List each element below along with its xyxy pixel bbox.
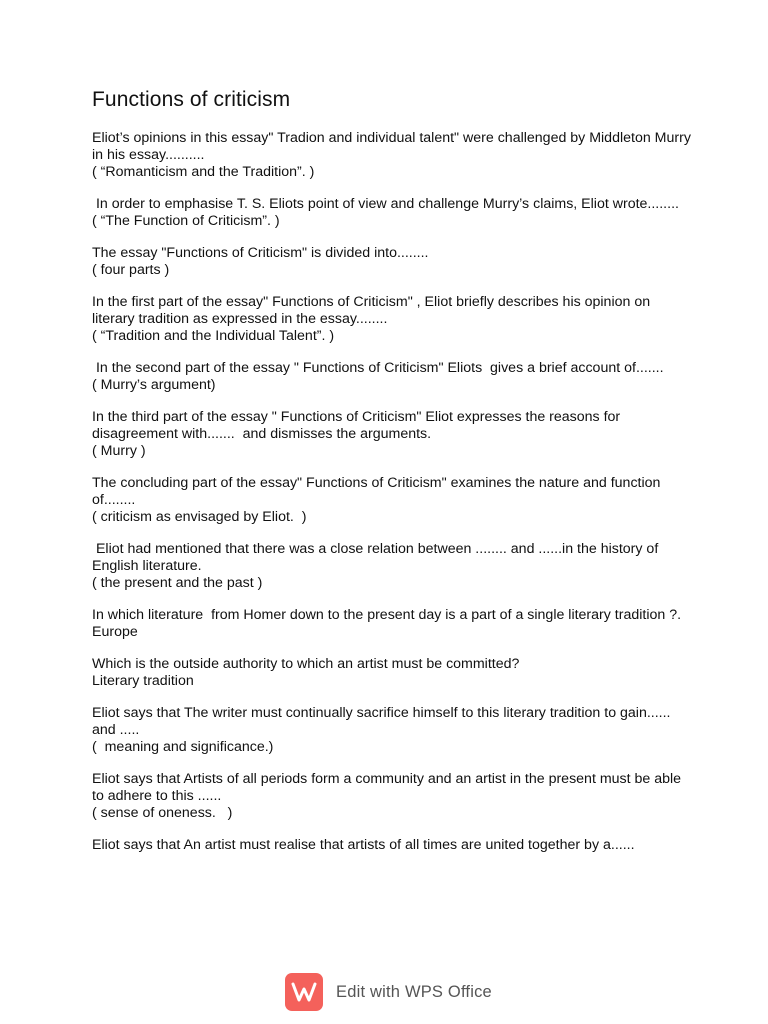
question-text: The concluding part of the essay" Functions of Criticism" examines the nature and function of........: [92, 475, 665, 508]
qa-item: [92, 475, 692, 526]
question-text: Eliot’s opinions in this essay" Tradion and individual talent" were challenged by Middleton Murry in his essay..........: [92, 130, 695, 163]
answer-text: Europe: [92, 624, 138, 640]
answer-text: ( “Tradition and the Individual Talent”. ): [92, 328, 335, 344]
qa-item: [92, 705, 692, 756]
answer-text: ( Murry’s argument): [92, 377, 216, 393]
question-text: In the third part of the essay " Functions of Criticism" Eliot expresses the reasons for disagreement with....... and dismisses the arguments.: [92, 409, 625, 442]
qa-item: [92, 360, 692, 394]
qa-item: [92, 771, 692, 822]
answer-text: Literary tradition: [92, 673, 194, 689]
wps-edit-banner[interactable]: [285, 974, 492, 1010]
question-text: In which literature from Homer down to the present day is a part of a single literary tradition ?.: [92, 607, 682, 623]
qa-item: [92, 541, 692, 592]
question-text: In the second part of the essay " Functions of Criticism" Eliots gives a brief account of.......: [92, 360, 664, 376]
answer-text: ( meaning and significance.): [92, 739, 274, 755]
question-text: Eliot had mentioned that there was a close relation between ........ and ......in the history of English literature.: [92, 541, 663, 574]
document-page: [92, 86, 695, 869]
question-text: In order to emphasise T. S. Eliots point of view and challenge Murry’s claims, Eliot wrote........: [92, 196, 679, 212]
qa-item: [92, 607, 692, 641]
qa-item: [92, 656, 692, 690]
document-title: Functions of criticism: [92, 88, 291, 111]
qa-item: [92, 294, 692, 345]
answer-text: ( “The Function of Criticism”. ): [92, 213, 280, 229]
answer-text: ( Murry ): [92, 443, 146, 459]
answer-text: ( sense of oneness. ): [92, 805, 233, 821]
question-text: Eliot says that The writer must continually sacrifice himself to this literary tradition to gain...... and .....: [92, 705, 675, 738]
question-text: Eliot says that An artist must realise that artists of all times are united together by a......: [92, 837, 635, 853]
answer-text: ( “Romanticism and the Tradition”. ): [92, 164, 315, 180]
qa-item: [92, 409, 692, 460]
qa-item: [92, 130, 695, 181]
answer-text: ( criticism as envisaged by Eliot. ): [92, 509, 307, 525]
edit-with-wps-label[interactable]: Edit with WPS Office: [336, 982, 492, 1001]
answer-text: ( the present and the past ): [92, 575, 263, 591]
wps-w-icon: [291, 981, 317, 1003]
question-text: Eliot says that Artists of all periods form a community and an artist in the present must be able to adhere to this ......: [92, 771, 686, 804]
question-text: Which is the outside authority to which an artist must be committed?: [92, 656, 520, 672]
wps-logo-icon: [285, 973, 323, 1011]
question-text: In the first part of the essay" Functions of Criticism" , Eliot briefly describes his opinion on literary tradition as expressed in the essay........: [92, 294, 655, 327]
question-text: The essay "Functions of Criticism" is divided into........: [92, 245, 429, 261]
qa-item: [92, 196, 692, 230]
qa-item: [92, 837, 692, 854]
answer-text: ( four parts ): [92, 262, 170, 278]
qa-item: [92, 245, 692, 279]
